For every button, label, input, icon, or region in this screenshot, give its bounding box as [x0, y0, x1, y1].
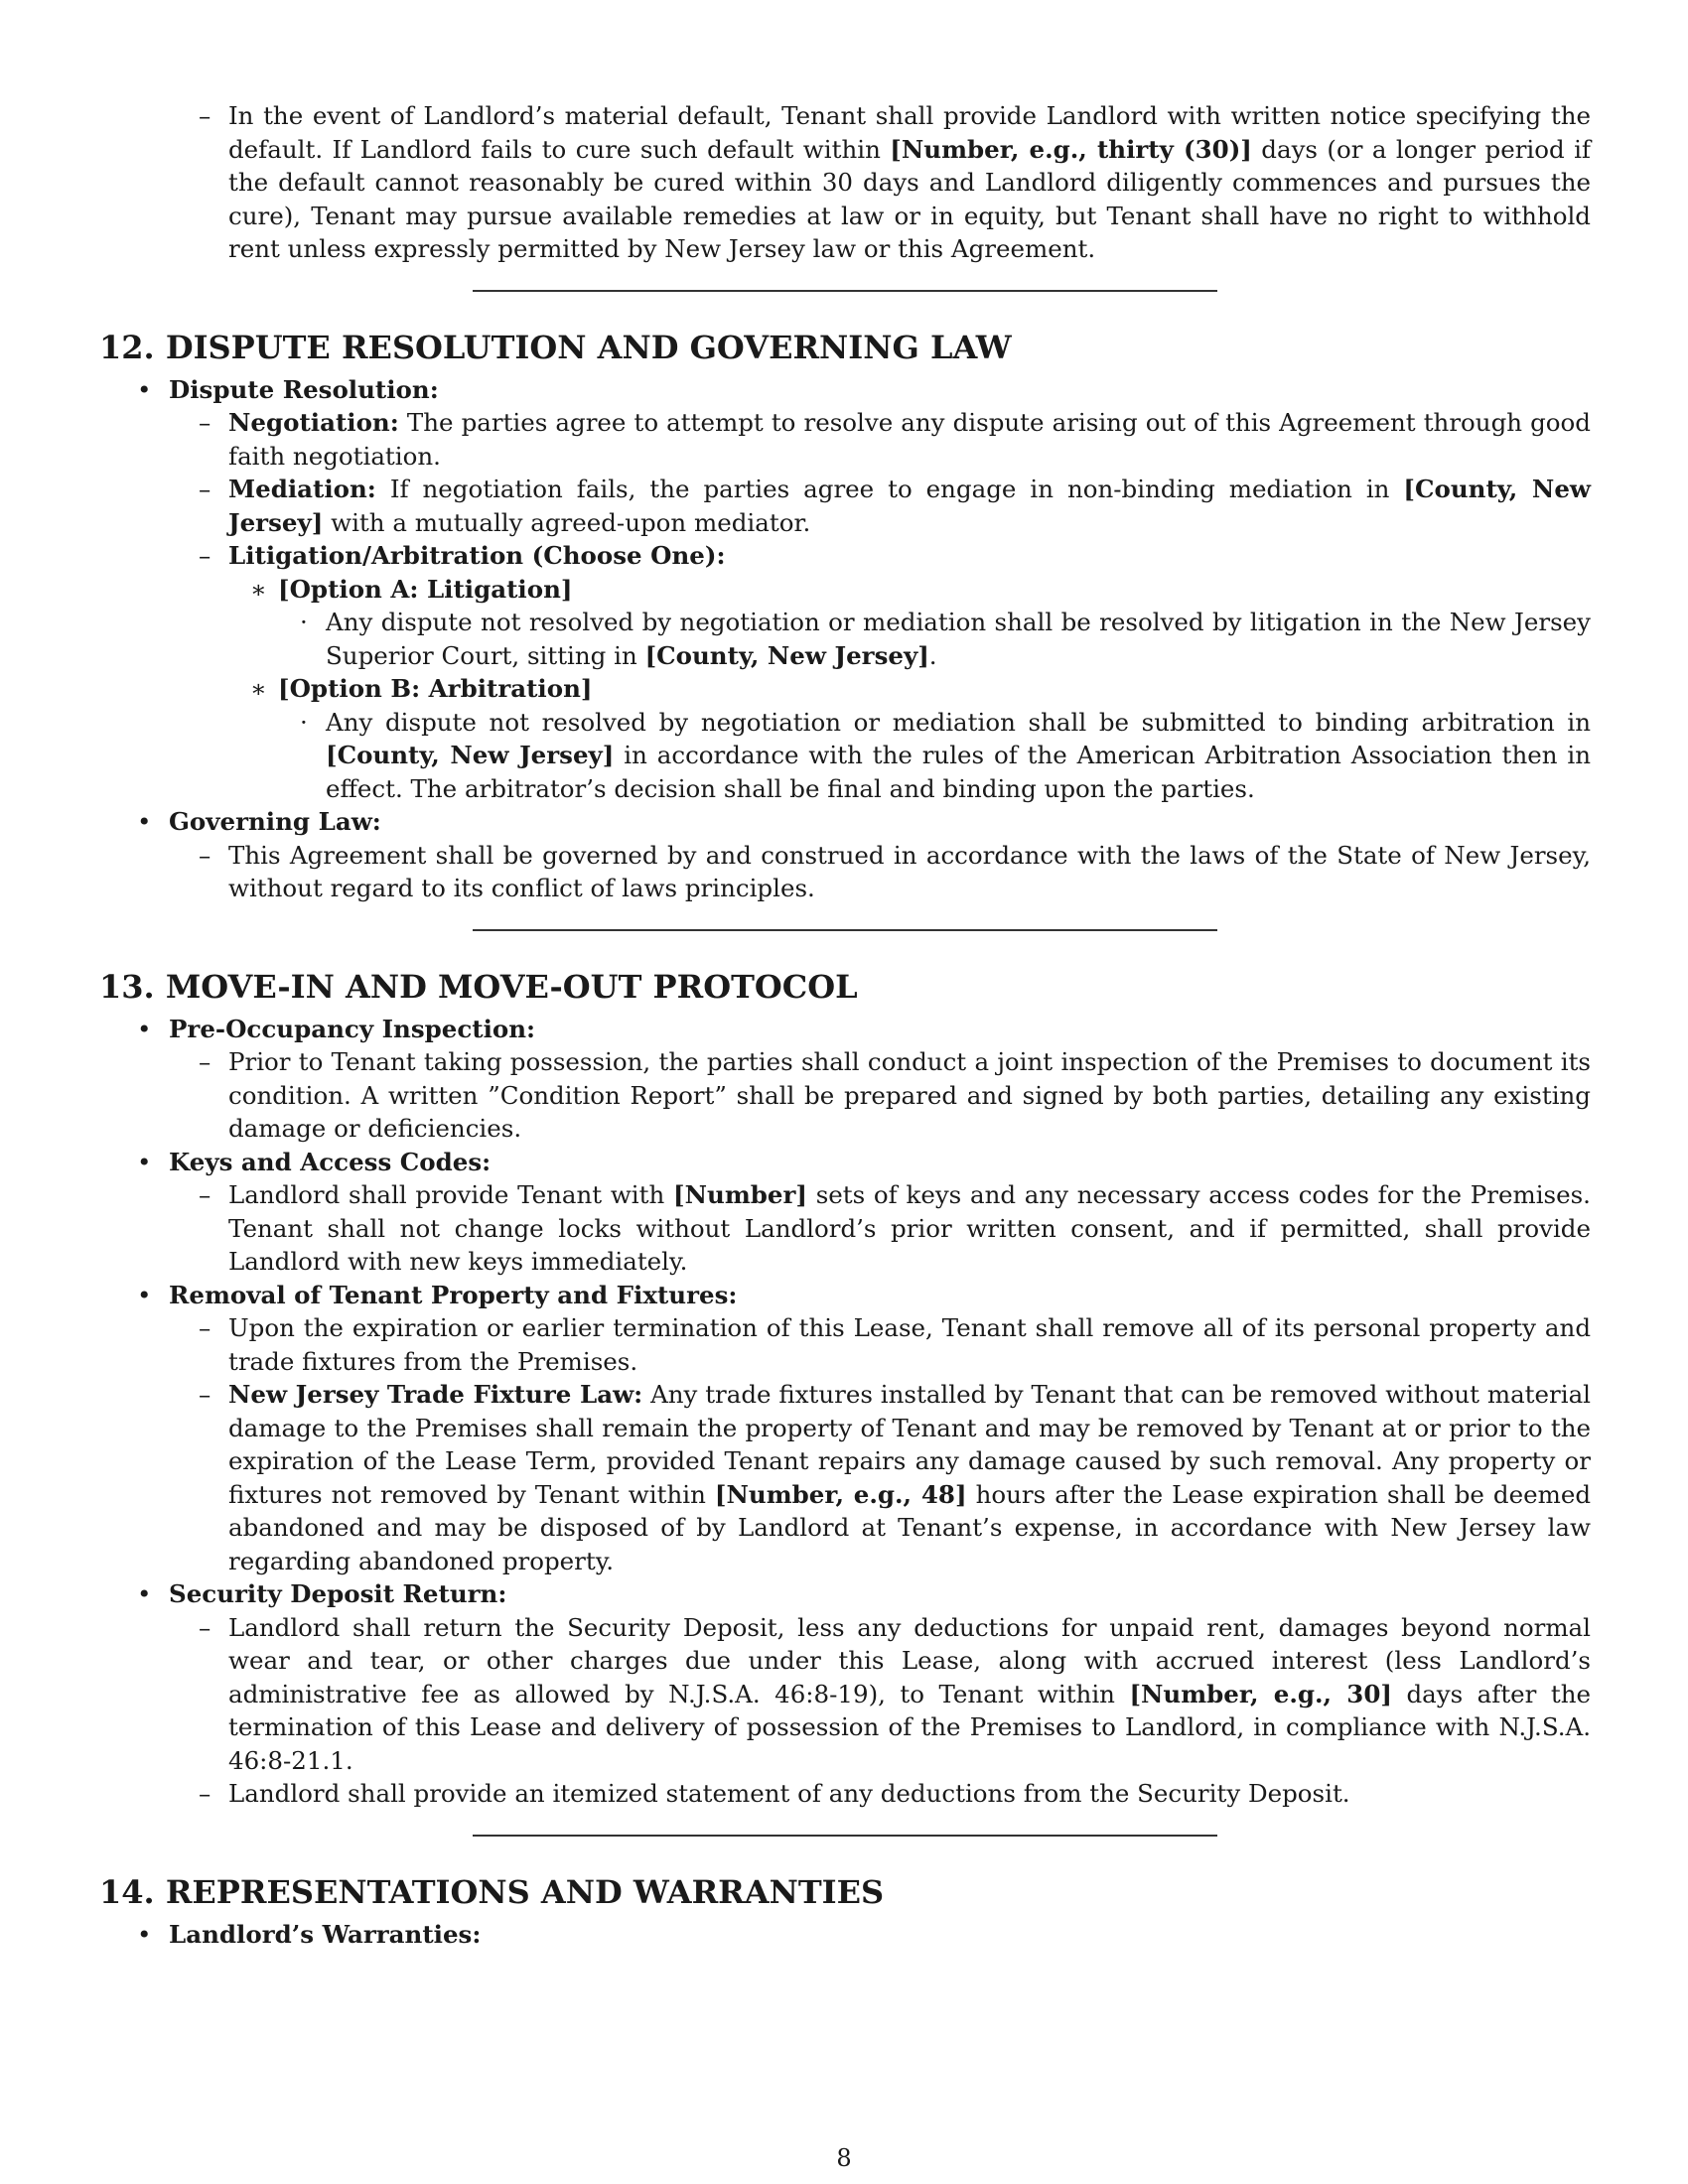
option-a-item	[99, 573, 1591, 607]
dispute-resolution-item: • Dispute Resolution:	[99, 373, 1591, 407]
placeholder-field: [County, New Jersey]	[326, 741, 615, 769]
bullet-marker: •	[137, 1280, 152, 1309]
dot-marker: ·	[300, 608, 308, 636]
dash-marker: –	[199, 1779, 211, 1808]
section-divider	[473, 929, 1217, 931]
dash-marker: –	[199, 101, 211, 130]
landlord-default-item: – In the event of Landlord’s material default, Tenant shall provide Landlord with written notice specifying the default. If Landlord fails to cure such default within [Number, e.g., thirty (30)] days (or a longer period if the default cannot reasonably be cured within 30 days and Landlord diligently commences and pursues the cure), Tenant may pursue available remedies at law or in equity, but Tenant shall have no right to withhold rent unless expressly permitted by New Jersey law or this Agreement.	[199, 101, 1591, 263]
dash-marker: –	[199, 1612, 211, 1642]
litigation-arbitration-item: – Litigation/Arbitration (Choose One):	[99, 539, 1591, 573]
section-14-heading: 14. REPRESENTATIONS AND WARRANTIES	[99, 1872, 885, 1911]
placeholder-field: [Number, e.g., thirty (30)]	[890, 134, 1252, 164]
placeholder-field: [Option A: Litigation]	[278, 574, 573, 604]
bullet-marker: •	[137, 374, 152, 404]
section-divider	[473, 290, 1217, 292]
placeholder-field: [Option B: Arbitration]	[278, 674, 593, 703]
keys-access-item: • Keys and Access Codes:	[99, 1146, 1591, 1179]
placeholder-field: [Number, e.g., 30]	[1129, 1679, 1392, 1708]
governing-law-item: • Governing Law:	[99, 805, 1591, 839]
dash-marker: –	[199, 408, 211, 437]
option-b-text: · Any dispute not resolved by negotiation or mediation shall be submitted to binding arbitration in [County, New Jersey] in accordance with the rules of the American Arbitration Association then in effect. The arbitrator’s decision shall be final and binding upon the parties.	[300, 707, 1591, 803]
dot-marker: ·	[300, 707, 308, 737]
pre-occupancy-text: – Prior to Tenant taking possession, the parties shall conduct a joint inspection of the Premises to document its condition. A written ”Condition Report” shall be prepared and signed by both parties, detailing any existing damage or deficiencies.	[199, 1047, 1591, 1143]
bullet-marker: •	[137, 1147, 152, 1176]
removal-property-text: – Upon the expiration or earlier termination of this Lease, Tenant shall remove all of its personal property and trade fixtures from the Premises.	[199, 1313, 1591, 1376]
section-13-heading: 13. MOVE-IN AND MOVE-OUT PROTOCOL	[99, 967, 858, 1006]
section-divider	[473, 1835, 1217, 1837]
bullet-marker: •	[137, 1579, 152, 1608]
bullet-marker: •	[137, 807, 152, 836]
dash-marker: –	[199, 1180, 211, 1209]
option-a-text: · Any dispute not resolved by negotiation or mediation shall be resolved by litigation in the New Jersey Superior Court, sitting in [County, New Jersey].	[300, 608, 1591, 670]
dash-marker: –	[199, 1313, 211, 1342]
page-number: 8	[836, 2144, 852, 2172]
keys-access-text: – Landlord shall provide Tenant with [Number] sets of keys and any necessary access codes for the Premises. Tenant shall not change locks without Landlord’s prior written consent, and if permitted, shall provide Landlord with new keys immediately.	[199, 1180, 1591, 1276]
star-marker: ∗	[250, 674, 267, 703]
dash-marker: –	[199, 475, 211, 503]
dash-marker: –	[199, 541, 211, 570]
governing-law-text: – This Agreement shall be governed by and construed in accordance with the laws of the State of New Jersey, without regard to its conflict of laws principles.	[199, 840, 1591, 902]
placeholder-field: [Number]	[673, 1180, 807, 1209]
dash-marker: –	[199, 1380, 211, 1409]
dash-marker: –	[199, 1047, 211, 1076]
security-deposit-item: • Security Deposit Return:	[99, 1577, 1591, 1611]
removal-property-item: • Removal of Tenant Property and Fixtures:	[99, 1279, 1591, 1312]
mediation-item: – Mediation: If negotiation fails, the parties agree to engage in non-binding mediation in [County, New Jersey] with a mutually agreed-upon mediator.	[199, 475, 1591, 537]
negotiation-item: – Negotiation: The parties agree to attempt to resolve any dispute arising out of this Agreement through good faith negotiation.	[199, 408, 1591, 471]
placeholder-field: [County, New Jersey]	[644, 640, 929, 670]
bullet-marker: •	[137, 1919, 152, 1949]
landlord-warranties-item: • Landlord’s Warranties:	[99, 1918, 1591, 1952]
option-b-item	[99, 672, 1591, 706]
pre-occupancy-item: • Pre-Occupancy Inspection:	[99, 1013, 1591, 1046]
dash-marker: –	[199, 840, 211, 870]
star-marker: ∗	[250, 574, 267, 604]
placeholder-field: [Number, e.g., 48]	[714, 1479, 967, 1509]
itemized-statement-text: – Landlord shall provide an itemized statement of any deductions from the Security Deposit.	[99, 1777, 1591, 1811]
security-deposit-text: – Landlord shall return the Security Deposit, less any deductions for unpaid rent, damages beyond normal wear and tear, or other charges due under this Lease, along with accrued interest (less Landlord’s administrative fee as allowed by N.J.S.A. 46:8-19), to Tenant within [Number, e.g., 30] days after the termination of this Lease and delivery of possession of the Premises to Landlord, in compliance with N.J.S.A. 46:8-21.1.	[199, 1612, 1591, 1775]
trade-fixture-law-item: – New Jersey Trade Fixture Law: Any trade fixtures installed by Tenant that can be removed without material damage to the Premises shall remain the property of Tenant and may be removed by Tenant at or prior to the expiration of the Lease Term, provided Tenant repairs any damage caused by such removal. Any property or fixtures not removed by Tenant within [Number, e.g., 48] hours after the Lease expiration shall be deemed abandoned and may be disposed of by Landlord at Tenant’s expense, in accordance with New Jersey law regarding abandoned property.	[199, 1380, 1592, 1575]
placeholder-field: [County, New Jersey]	[228, 475, 1591, 537]
bullet-marker: •	[137, 1014, 152, 1043]
section-12-heading: 12. DISPUTE RESOLUTION AND GOVERNING LAW	[99, 328, 1012, 366]
page-content	[99, 99, 1591, 1951]
